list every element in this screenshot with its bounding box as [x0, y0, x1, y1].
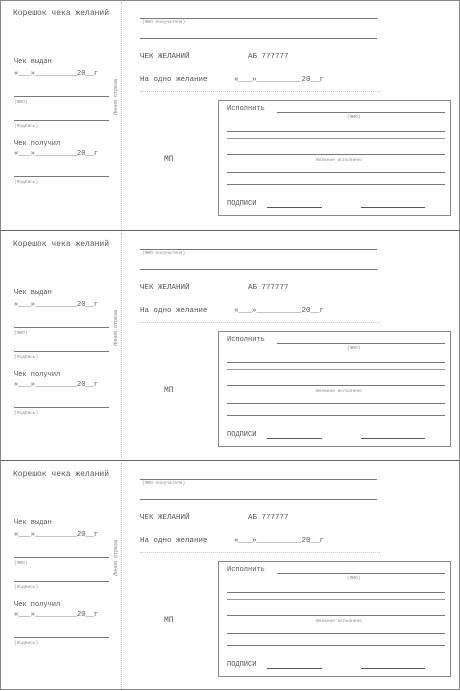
box-line-1	[227, 362, 445, 363]
cut-line-label: Линия отреза	[113, 78, 119, 115]
issued-signature-line	[14, 120, 109, 121]
signatures-label: ПОДПИСИ	[227, 661, 257, 669]
recipient-line-2	[140, 499, 377, 500]
cut-line	[121, 463, 122, 689]
box-line-4	[227, 633, 445, 634]
executor-line	[277, 112, 445, 113]
signature-line-2	[361, 668, 425, 669]
issued-signature-line	[14, 351, 109, 352]
issued-label: Чек выдан	[14, 289, 52, 297]
one-wish-date: «___»__________20__г	[234, 76, 325, 84]
recipient-line	[140, 249, 377, 250]
cut-line	[121, 233, 122, 459]
received-label: Чек получил	[14, 371, 61, 379]
stamp-label: МП	[164, 386, 174, 395]
recipient-name-hint: (ФИО получателя)	[142, 481, 186, 486]
one-wish-label: На одно желание	[140, 307, 208, 315]
received-signature-hint: (Подпись)	[14, 180, 39, 185]
cheque-serial: АБ 777777	[248, 514, 289, 522]
received-signature-line	[14, 637, 109, 638]
issued-name-hint: (ФИО)	[14, 100, 28, 105]
box-line-1	[227, 592, 445, 593]
received-date: «___»__________20__г	[14, 381, 99, 389]
cheque-serial: АБ 777777	[248, 284, 289, 292]
box-line-2	[227, 138, 445, 139]
box-line-3	[227, 615, 445, 616]
one-wish-date: «___»__________20__г	[234, 307, 325, 315]
execution-box	[218, 561, 451, 677]
issued-label: Чек выдан	[14, 519, 52, 527]
divider	[140, 322, 380, 323]
received-label: Чек получил	[14, 601, 61, 609]
received-signature-hint: (Подпись)	[14, 641, 39, 646]
cheque-stub	[0, 0, 110, 230]
recipient-line	[140, 479, 377, 480]
issued-name-hint: (ФИО)	[14, 331, 28, 336]
stamp-label: МП	[164, 155, 174, 164]
cheque-stub	[0, 231, 110, 461]
cheque-title: ЧЕК ЖЕЛАНИЙ	[140, 284, 190, 292]
signature-line-1	[267, 438, 322, 439]
issued-name-line	[14, 557, 109, 558]
signature-line-1	[267, 668, 322, 669]
signature-line-2	[361, 207, 425, 208]
issued-name-hint: (ФИО)	[14, 561, 28, 566]
executor-label: Исполнить	[227, 336, 265, 344]
divider	[140, 552, 380, 553]
executor-line	[277, 343, 445, 344]
issued-name-line	[14, 327, 109, 328]
received-signature-line	[14, 407, 109, 408]
wish-cheque	[0, 0, 460, 230]
received-date: «___»__________20__г	[14, 611, 99, 619]
received-signature-line	[14, 176, 109, 177]
box-line-5	[227, 645, 445, 646]
one-wish-label: На одно желание	[140, 76, 208, 84]
stub-title: Корешок чека желаний	[13, 9, 110, 18]
one-wish-label: На одно желание	[140, 537, 208, 545]
executor-line	[277, 573, 445, 574]
issued-signature-hint: (Подпись)	[14, 585, 39, 590]
received-label: Чек получил	[14, 140, 61, 148]
executor-label: Исполнить	[227, 105, 265, 113]
box-line-4	[227, 403, 445, 404]
cheque-body	[130, 0, 460, 230]
received-date: «___»__________20__г	[14, 150, 99, 158]
issued-signature-line	[14, 581, 109, 582]
cheque-body	[130, 461, 460, 691]
box-line-3	[227, 385, 445, 386]
issued-label: Чек выдан	[14, 58, 52, 66]
recipient-name-hint: (ФИО получателя)	[142, 20, 186, 25]
recipient-line-2	[140, 269, 377, 270]
cut-line-label: Линия отреза	[113, 539, 119, 576]
recipient-name-hint: (ФИО получателя)	[142, 251, 186, 256]
divider	[140, 91, 380, 92]
execution-box	[218, 331, 451, 447]
signature-line-2	[361, 438, 425, 439]
executor-label: Исполнить	[227, 566, 265, 574]
executor-hint: (ФИО)	[347, 115, 361, 120]
cheque-body	[130, 231, 460, 461]
cut-line	[121, 2, 122, 228]
box-line-4	[227, 172, 445, 173]
signature-line-1	[267, 207, 322, 208]
one-wish-date: «___»__________20__г	[234, 537, 325, 545]
cut-line-label: Линия отреза	[113, 309, 119, 346]
cheque-serial: АБ 777777	[248, 53, 289, 61]
wish-hint: Желание исполнено	[316, 158, 362, 163]
execution-box	[218, 100, 451, 216]
stub-title: Корешок чека желаний	[13, 240, 110, 249]
executor-hint: (ФИО)	[347, 346, 361, 351]
box-line-3	[227, 154, 445, 155]
signatures-label: ПОДПИСИ	[227, 200, 257, 208]
box-line-2	[227, 599, 445, 600]
issued-date: «___»__________20__г	[14, 301, 99, 309]
cheque-title: ЧЕК ЖЕЛАНИЙ	[140, 53, 190, 61]
issued-name-line	[14, 96, 109, 97]
stamp-label: МП	[164, 616, 174, 625]
box-line-1	[227, 131, 445, 132]
issued-signature-hint: (Подпись)	[14, 355, 39, 360]
executor-hint: (ФИО)	[347, 576, 361, 581]
box-line-5	[227, 184, 445, 185]
box-line-2	[227, 369, 445, 370]
stub-title: Корешок чека желаний	[13, 470, 110, 479]
issued-date: «___»__________20__г	[14, 531, 99, 539]
recipient-line-2	[140, 38, 377, 39]
wish-cheque	[0, 230, 460, 461]
cheque-title: ЧЕК ЖЕЛАНИЙ	[140, 514, 190, 522]
wish-cheque	[0, 460, 460, 691]
received-signature-hint: (Подпись)	[14, 411, 39, 416]
wish-hint: Желание исполнено	[316, 389, 362, 394]
issued-date: «___»__________20__г	[14, 70, 99, 78]
cheque-stub	[0, 461, 110, 691]
box-line-5	[227, 415, 445, 416]
signatures-label: ПОДПИСИ	[227, 431, 257, 439]
wish-hint: Желание исполнено	[316, 619, 362, 624]
recipient-line	[140, 18, 377, 19]
issued-signature-hint: (Подпись)	[14, 124, 39, 129]
